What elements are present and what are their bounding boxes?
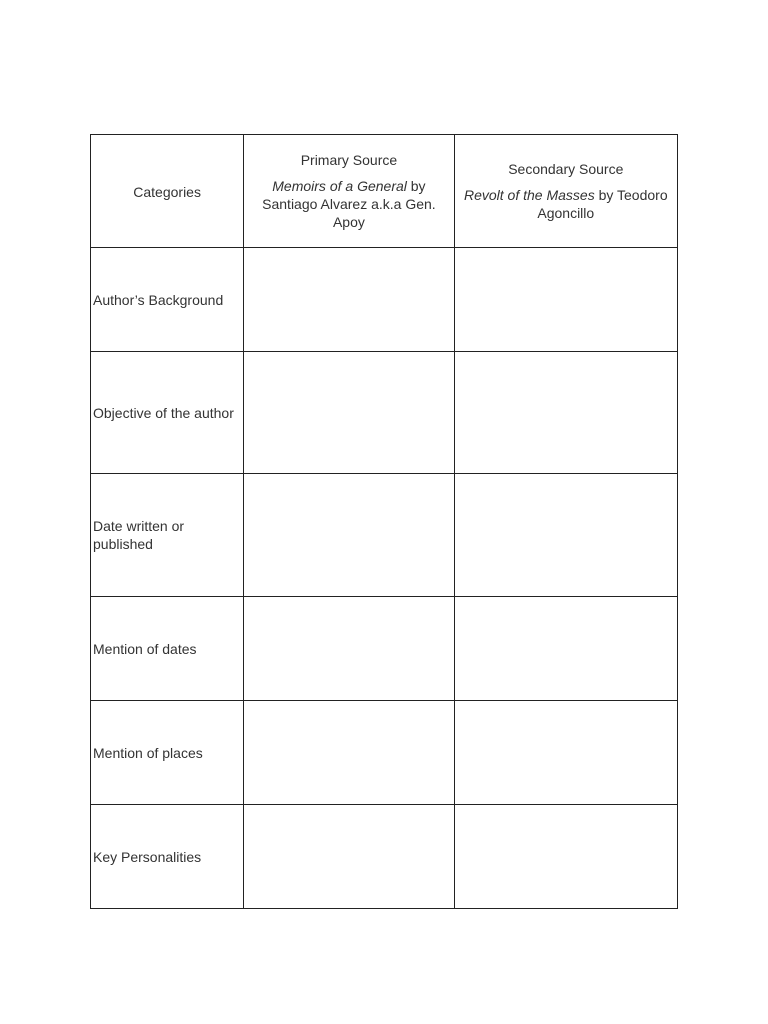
secondary-answer-cell — [454, 248, 677, 352]
row-label: Key Personalities — [91, 805, 244, 909]
table-row — [91, 805, 678, 909]
comparison-table — [90, 134, 678, 909]
secondary-answer-cell — [454, 474, 677, 597]
primary-source-label: Primary Source — [300, 152, 398, 168]
row-label: Author’s Background — [91, 248, 244, 352]
primary-answer-cell — [244, 474, 454, 597]
table-row — [91, 248, 678, 352]
table-row — [91, 352, 678, 474]
table-row — [91, 597, 678, 701]
primary-answer-cell — [244, 248, 454, 352]
primary-answer-cell — [244, 352, 454, 474]
row-label: Mention of dates — [91, 597, 244, 701]
primary-source-title: Memoirs of a General — [272, 178, 407, 194]
header-secondary-source — [454, 135, 677, 248]
row-label: Date written or published — [91, 474, 244, 597]
table-row — [91, 701, 678, 805]
secondary-source-title: Revolt of the Masses — [463, 187, 595, 203]
header-categories — [91, 135, 244, 248]
secondary-answer-cell — [454, 805, 677, 909]
header-primary-source — [244, 135, 454, 248]
row-label: Mention of places — [91, 701, 244, 805]
table-row — [91, 474, 678, 597]
secondary-source-author: by Teodoro Agoncillo — [537, 187, 668, 221]
primary-answer-cell — [244, 597, 454, 701]
secondary-answer-cell — [454, 597, 677, 701]
table-header-row — [91, 135, 678, 248]
secondary-answer-cell — [454, 701, 677, 805]
primary-answer-cell — [244, 805, 454, 909]
secondary-source-label: Secondary Source — [508, 161, 624, 177]
primary-answer-cell — [244, 701, 454, 805]
secondary-answer-cell — [454, 352, 677, 474]
secondary-source-work — [455, 186, 677, 222]
row-label: Objective of the author — [91, 352, 244, 474]
primary-source-work — [244, 177, 453, 231]
header-categories-label: Categories — [133, 184, 201, 200]
primary-source-author: by Santiago Alvarez a.k.a Gen. Apoy — [262, 178, 436, 230]
